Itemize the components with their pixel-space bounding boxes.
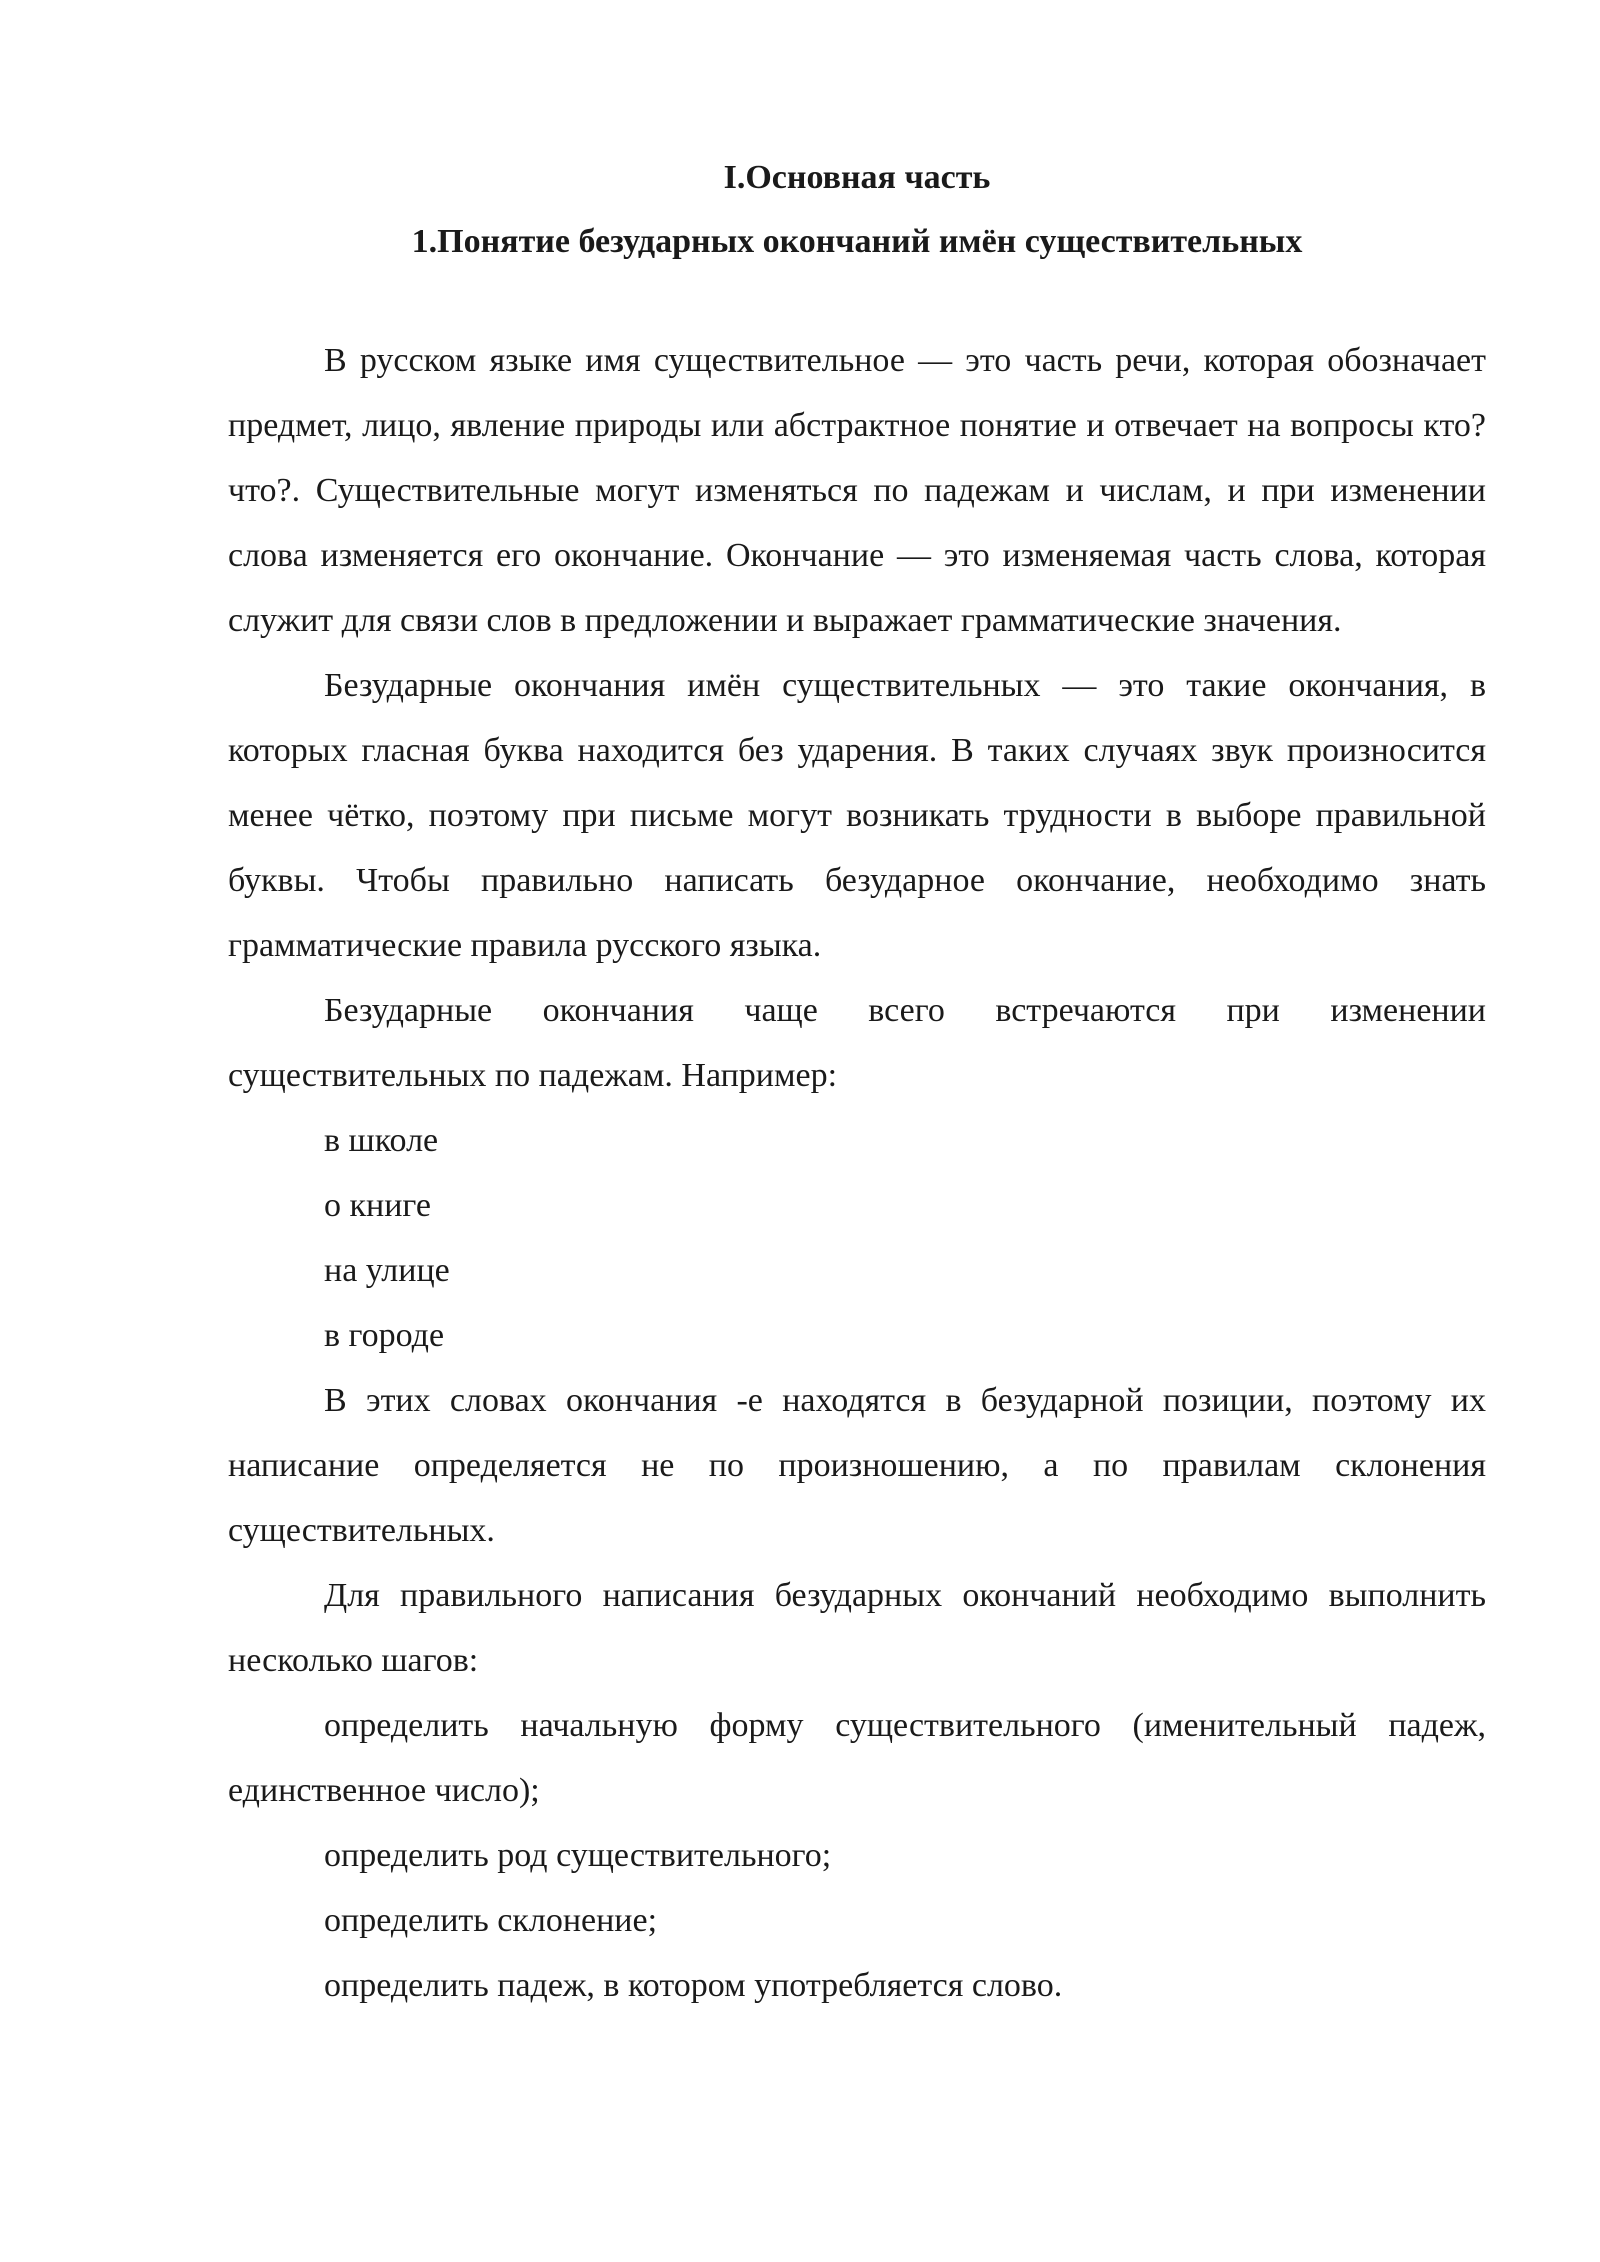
example-item: в школе	[324, 1122, 439, 1159]
part-title: I.Основная часть	[723, 159, 991, 196]
step-item: определить род существительного;	[324, 1837, 832, 1874]
example-item: на улице	[324, 1252, 450, 1289]
heading-spacer	[228, 274, 1486, 328]
step-item: определить падеж, в котором употребляется слово.	[324, 1967, 1063, 2004]
paragraph-unstressed-endings: Безударные окончания имён существительных — это такие окончания, в которых гласная буква находится без ударения. В таких случаях звук произносится менее чётко, поэтому при письме могут возникать трудности в выборе правильной буквы. Чтобы правильно написать безударное окончание, необходимо знать грамматические правила русского языка.	[228, 667, 1486, 964]
paragraph-definition: В русском языке имя существительное — это часть речи, которая обозначает предмет, лицо, явление природы или абстрактное понятие и отвечает на вопросы кто? что?. Существительные могут изменяться по падежам и числам, и при изменении слова изменяется его окончание. Окончание — это изменяемая часть слова, которая служит для связи слов в предложении и выражает грамматические значения.	[228, 342, 1486, 639]
examples-list	[228, 1108, 1486, 1368]
example-item: в городе	[324, 1317, 445, 1354]
document-body	[228, 146, 1486, 2018]
step-item: определить начальную форму существительного (именительный падеж, единственное число);	[228, 1707, 1486, 1809]
section-title: 1.Понятие безударных окончаний имён существительных	[411, 223, 1303, 260]
steps-list	[228, 1693, 1486, 2018]
step-item: определить склонение;	[324, 1902, 658, 1939]
example-item: о книге	[324, 1187, 431, 1224]
paragraph-cases-intro: Безударные окончания чаще всего встречаются при изменении существительных по падежам. Например:	[228, 992, 1486, 1094]
paragraph-explanation: В этих словах окончания -е находятся в безударной позиции, поэтому их написание определяется не по произношению, а по правилам склонения существительных.	[228, 1382, 1486, 1549]
paragraph-steps-intro: Для правильного написания безударных окончаний необходимо выполнить несколько шагов:	[228, 1577, 1486, 1679]
